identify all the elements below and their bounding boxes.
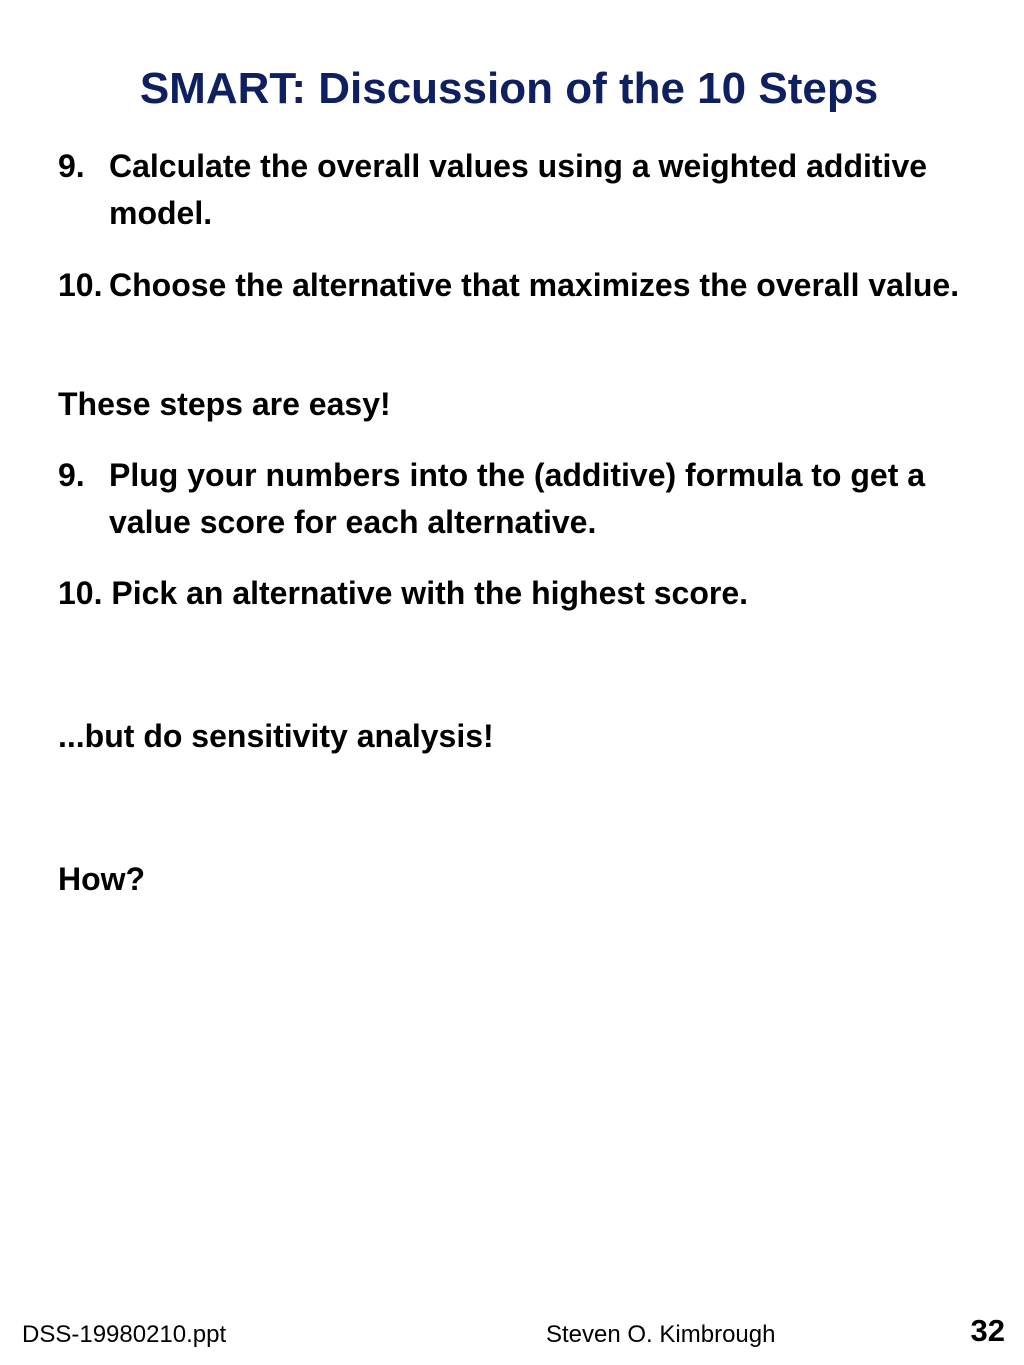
list-item-step-9-formal (58, 143, 993, 237)
easy-note: These steps are easy! (58, 386, 391, 422)
page-number: 32 (970, 1313, 1005, 1348)
list-item-step-9-plain (58, 452, 993, 546)
list-item-number: 9. (58, 457, 85, 493)
sensitivity-note: ...but do sensitivity analysis! (58, 718, 494, 754)
list-item-number: 9. (58, 148, 85, 184)
footer-author: Steven O. Kimbrough (546, 1321, 776, 1348)
list-item-step-10-formal (58, 262, 993, 309)
list-item-text: Calculate the overall values using a weighted additive model. (109, 148, 928, 231)
list-item-text: Plug your numbers into the (additive) formula to get a value score for each alternative. (109, 457, 926, 540)
question-text: How? (58, 861, 146, 897)
list-item-text: Choose the alternative that maximizes the overall value. (109, 267, 960, 303)
list-item-step-10-plain: 10. Pick an alternative with the highest score. (58, 575, 749, 611)
list-item-number: 10. (58, 267, 103, 303)
footer-file-name: DSS-19980210.ppt (22, 1321, 227, 1348)
slide-title: SMART: Discussion of the 10 Steps (139, 64, 879, 113)
